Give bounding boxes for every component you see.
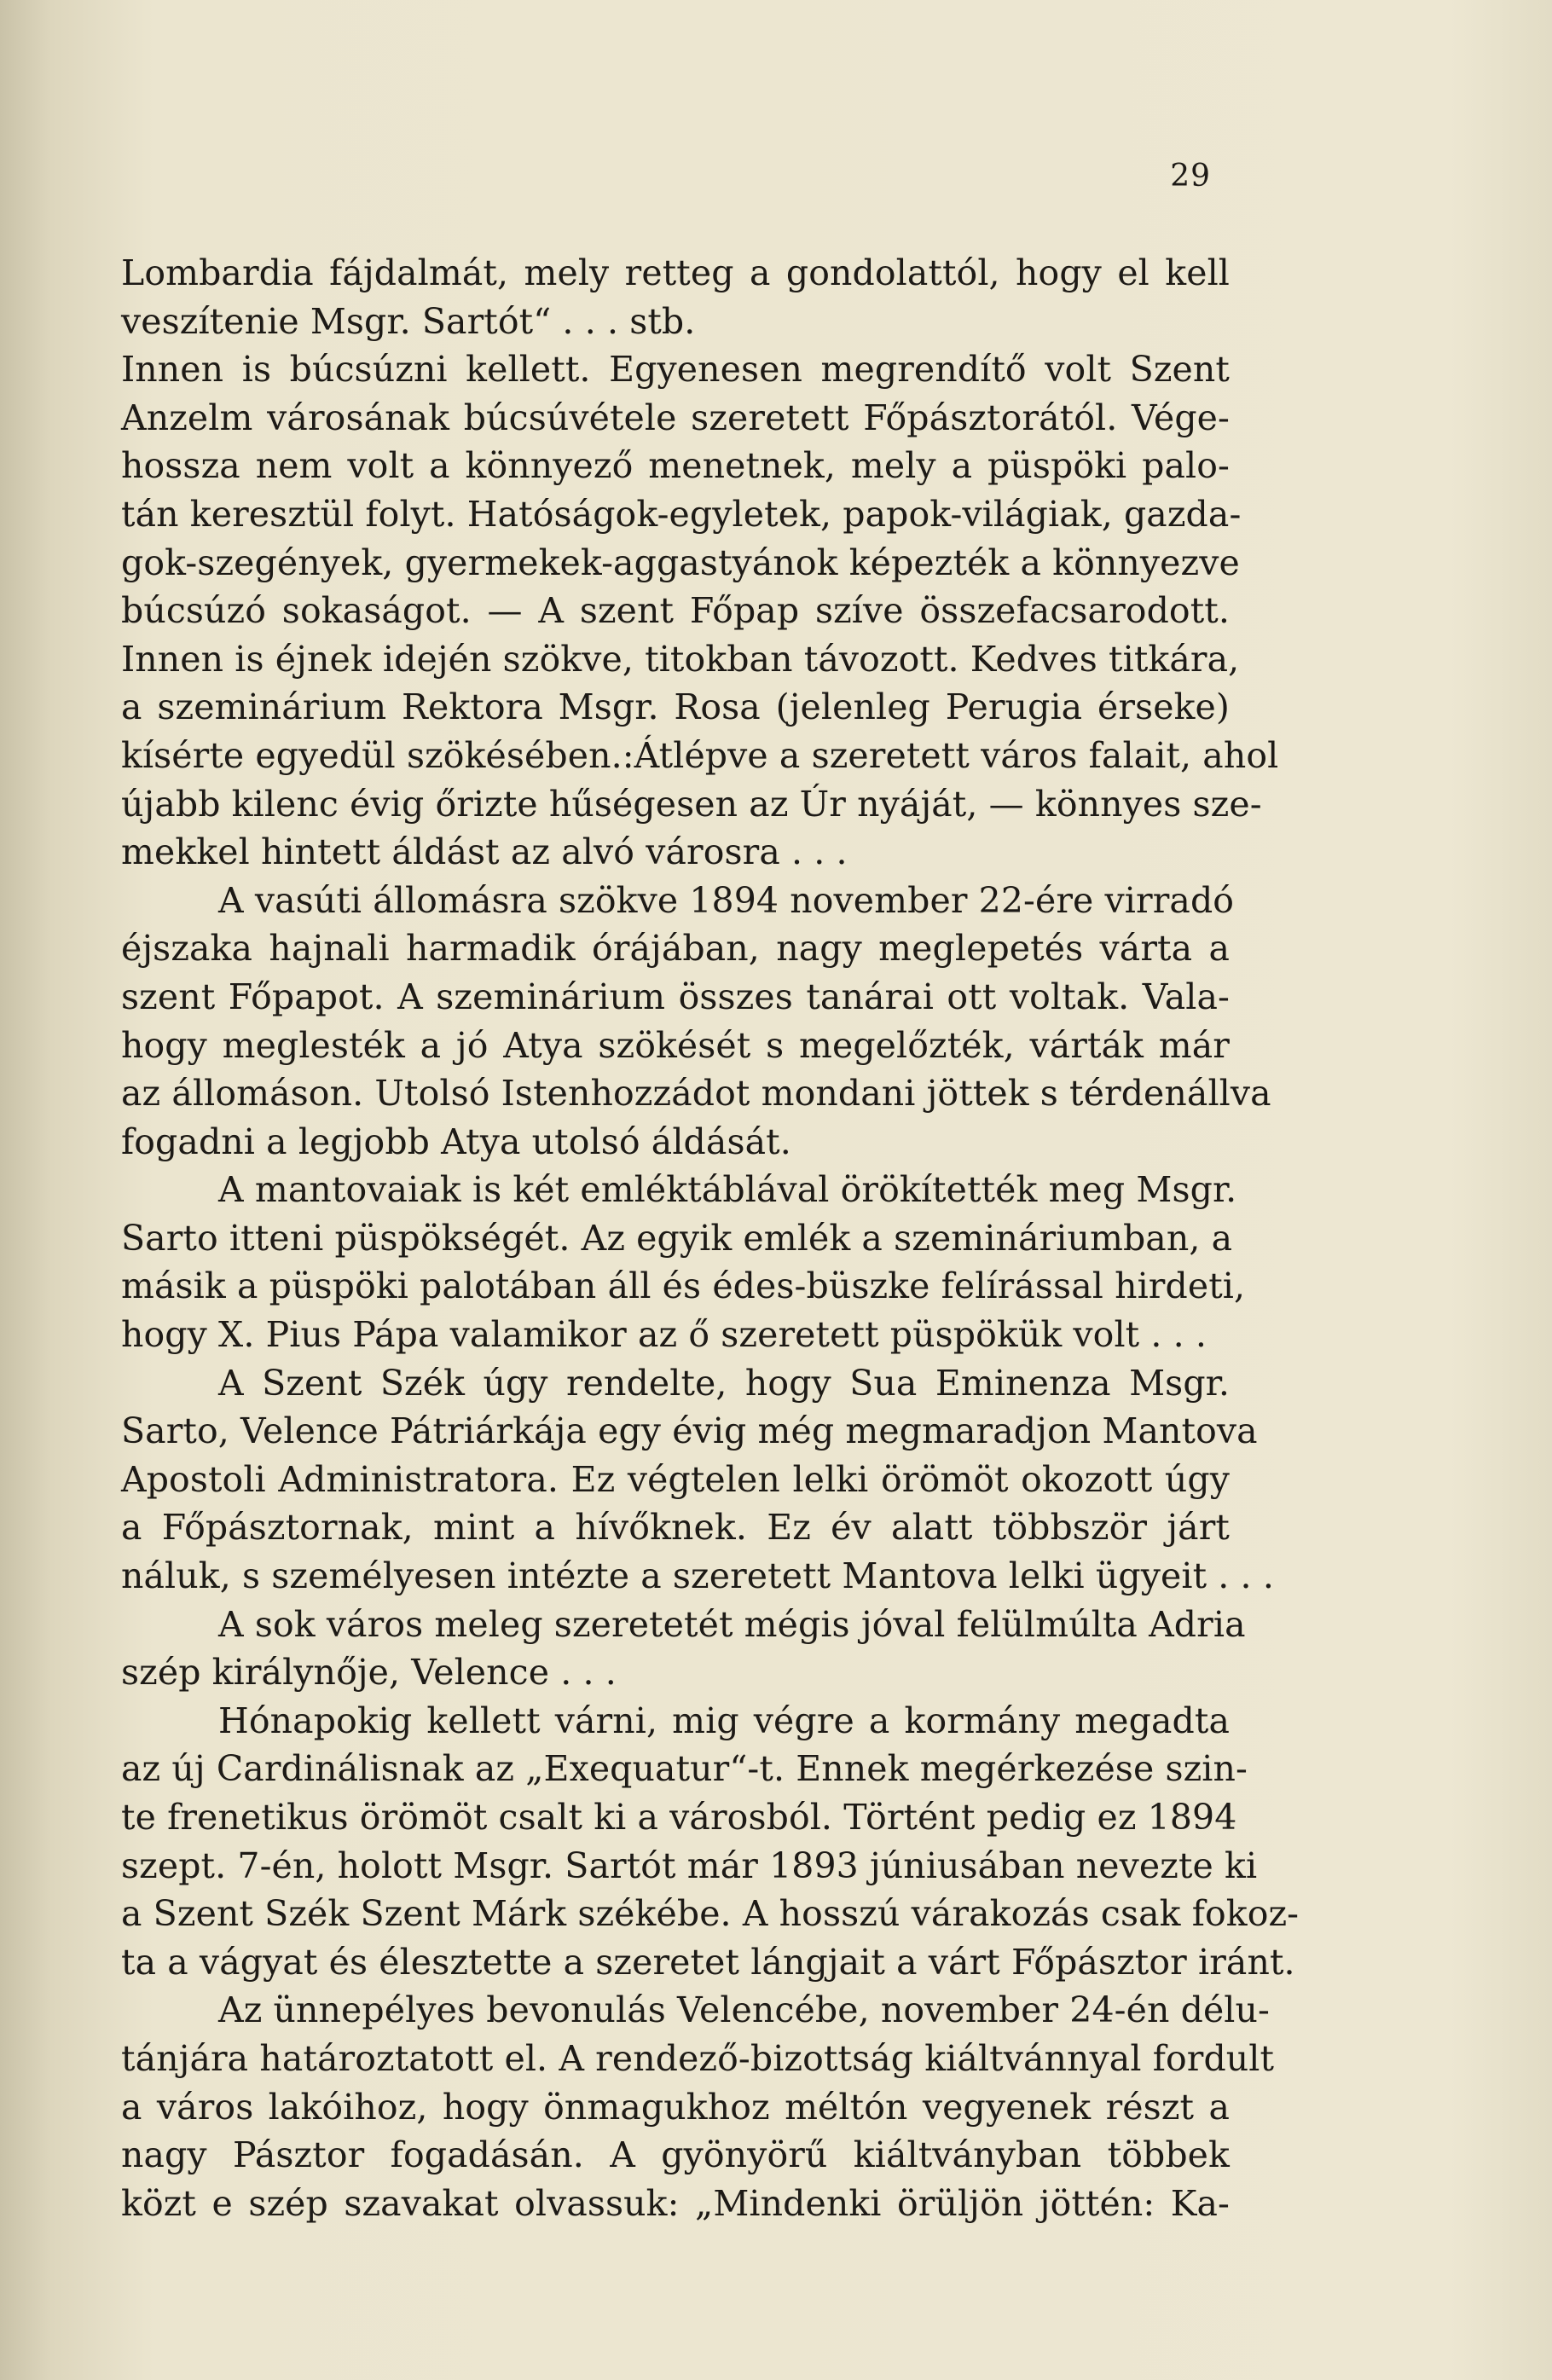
text-line: tán keresztül folyt. Hatóságok-egyletek, papok-világiak, gazda-	[121, 493, 1242, 535]
text-line: a szeminárium Rektora Msgr. Rosa (jelenleg Perugia érseke)	[121, 686, 1230, 728]
text-line: Apostoli Administratora. Ez végtelen lelki örömöt okozott úgy	[121, 1458, 1230, 1500]
body-text	[121, 249, 1300, 2227]
text-line: Az ünnepélyes bevonulás Velencébe, november 24-én délu-	[218, 1989, 1270, 2031]
text-line: hogy meglesték a jó Atya szökését s megelőzték, várták már	[121, 1024, 1230, 1066]
text-line: fogadni a legjobb Atya utolsó áldását.	[121, 1121, 791, 1162]
text-line: az állomáson. Utolsó Istenhozzádot mondani jöttek s térdenállva	[121, 1073, 1271, 1115]
text-line: nagy Pásztor fogadásán. A gyönyörű kiáltványban többek	[121, 2134, 1230, 2176]
text-line: Sarto itteni püspökségét. Az egyik emlék a szemináriumban, a	[121, 1217, 1233, 1259]
text-line: búcsúzó sokaságot. — A szent Főpap szíve összefacsarodott.	[121, 590, 1230, 632]
text-line: szép királynője, Velence . . .	[121, 1652, 617, 1694]
text-line: Innen is búcsúzni kellett. Egyenesen megrendítő volt Szent	[121, 349, 1230, 391]
text-line: Anzelm városának búcsúvétele szeretett Főpásztorától. Vége-	[121, 397, 1230, 438]
text-line: újabb kilenc évig őrizte hűségesen az Úr nyáját, — könnyes sze-	[121, 783, 1262, 825]
text-line: szept. 7-én, holott Msgr. Sartót már 1893 júniusában nevezte ki	[121, 1844, 1258, 1886]
text-line: Innen is éjnek idején szökve, titokban távozott. Kedves titkára,	[121, 638, 1240, 680]
text-line: kísérte egyedül szökésében.:Átlépve a szeretett város falait, ahol	[121, 734, 1279, 776]
text-line: Lombardia fájdalmát, mely retteg a gondolattól, hogy el kell	[121, 252, 1230, 293]
text-line: gok-szegények, gyermekek-aggastyánok képezték a könnyezve	[121, 541, 1240, 583]
text-line: szent Főpapot. A szeminárium összes tanárai ott voltak. Vala-	[121, 976, 1230, 1017]
text-line: ta a vágyat és élesztette a szeretet lángjait a várt Főpásztor iránt.	[121, 1941, 1295, 1983]
text-line: a Szent Szék Szent Márk székébe. A hosszú várakozás csak fokoz-	[121, 1893, 1300, 1935]
text-line: mekkel hintett áldást az alvó városra . . .	[121, 831, 848, 873]
text-line: hogy X. Pius Pápa valamikor az ő szeretett püspökük volt . . .	[121, 1314, 1207, 1356]
text-line: veszítenie Msgr. Sartót“ . . . stb.	[121, 300, 696, 342]
text-line: Sarto, Velence Pátriárkája egy évig még megmaradjon Mantova	[121, 1410, 1258, 1452]
page-number: 29	[1170, 159, 1211, 194]
text-line: a Főpásztornak, mint a hívőknek. Ez év alatt többször járt	[121, 1507, 1230, 1549]
text-line: az új Cardinálisnak az „Exequatur“-t. Ennek megérkezése szin-	[121, 1748, 1248, 1790]
text-line: közt e szép szavakat olvassuk: „Mindenki örüljön jöttén: Ka-	[121, 2182, 1230, 2224]
text-line: Hónapokig kellett várni, mig végre a kormány megadta	[218, 1700, 1230, 1741]
text-line: a város lakóihoz, hogy önmagukhoz méltón vegyenek részt a	[121, 2086, 1230, 2128]
text-line: A Szent Szék úgy rendelte, hogy Sua Eminenza Msgr.	[218, 1362, 1230, 1404]
text-line: éjszaka hajnali harmadik órájában, nagy meglepetés várta a	[121, 928, 1230, 970]
text-line: másik a püspöki palotában áll és édes-büszke felírással hirdeti,	[121, 1265, 1246, 1307]
text-line: tánjára határoztatott el. A rendező-bizottság kiáltvánnyal fordult	[121, 2037, 1275, 2079]
text-line: A mantovaiak is két emléktáblával örökítették meg Msgr.	[218, 1169, 1237, 1211]
text-line: hossza nem volt a könnyező menetnek, mely a püspöki palo-	[121, 445, 1230, 487]
text-line: te frenetikus örömöt csalt ki a városból. Történt pedig ez 1894	[121, 1797, 1237, 1838]
text-line: A vasúti állomásra szökve 1894 november 22-ére virradó	[218, 879, 1235, 921]
text-line: náluk, s személyesen intézte a szeretett Mantova lelki ügyeit . . .	[121, 1555, 1274, 1597]
text-line: A sok város meleg szeretetét mégis jóval felülmúlta Adria	[218, 1603, 1246, 1645]
